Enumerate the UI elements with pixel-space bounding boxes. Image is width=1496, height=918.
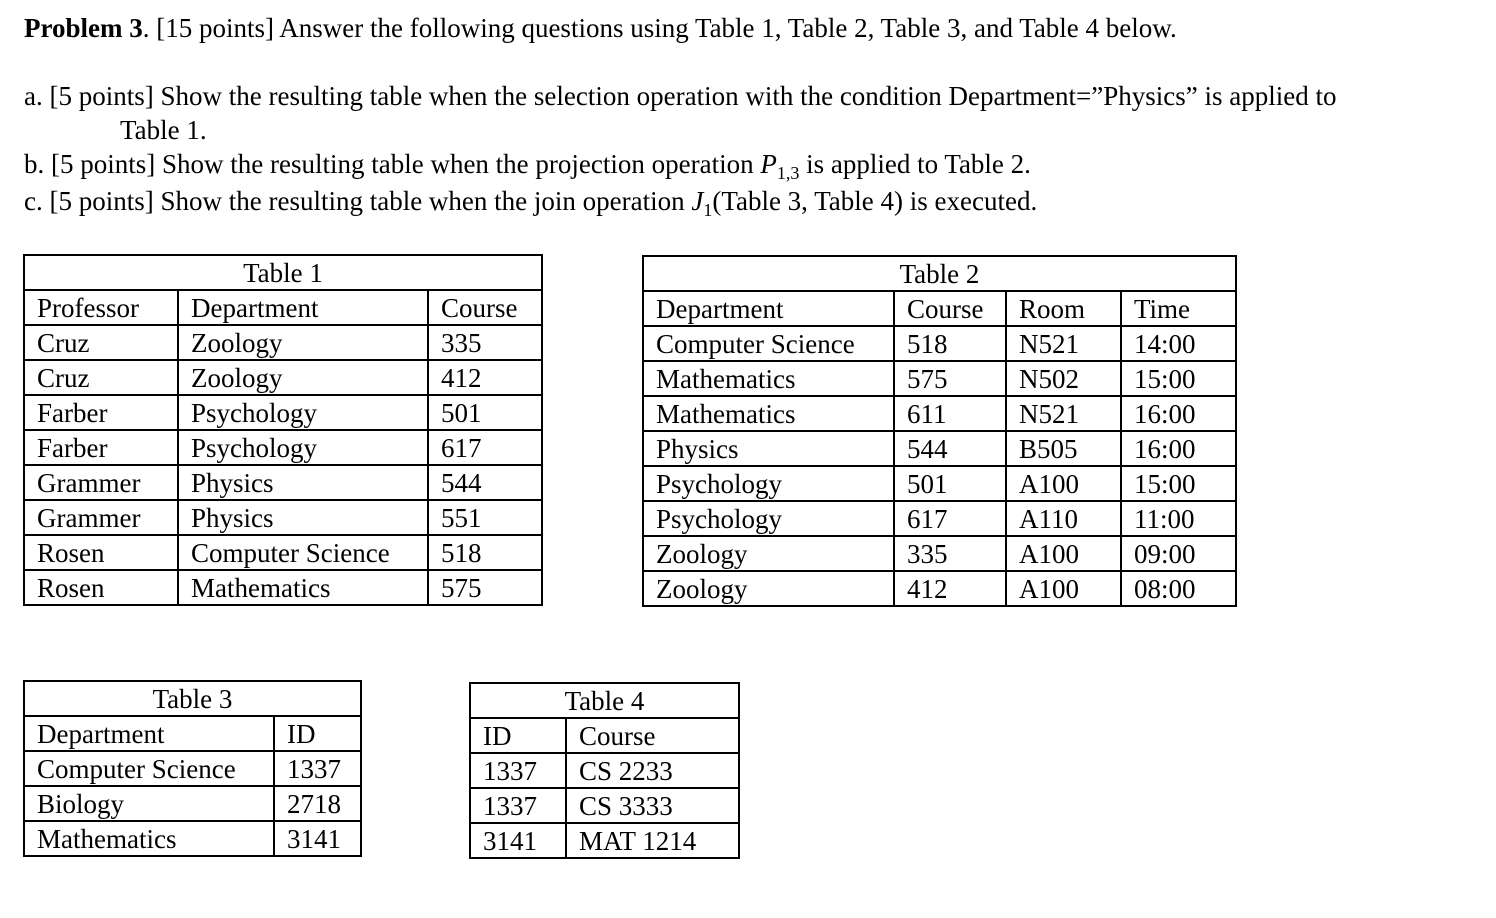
table-cell: MAT 1214 [566, 823, 739, 858]
table-cell: N502 [1006, 361, 1121, 396]
table-row [470, 753, 739, 788]
table-row [643, 466, 1236, 501]
table-cell: 412 [894, 571, 1006, 606]
column-header: Time [1121, 291, 1236, 326]
table-cell: 3141 [470, 823, 566, 858]
table-row [24, 751, 361, 786]
table-cell: 412 [428, 360, 542, 395]
table-cell: Computer Science [24, 751, 274, 786]
table-header-row [24, 290, 542, 325]
table-cell: 501 [428, 395, 542, 430]
table-cell: A100 [1006, 466, 1121, 501]
table-cell: Farber [24, 395, 178, 430]
table-cell: Mathematics [178, 570, 428, 605]
table-cell: 617 [894, 501, 1006, 536]
table-cell: 1337 [470, 788, 566, 823]
table-cell: Cruz [24, 360, 178, 395]
projection-subscript: 1,3 [776, 163, 800, 183]
table-cell: 16:00 [1121, 431, 1236, 466]
column-header: Room [1006, 291, 1121, 326]
table-cell: Mathematics [643, 361, 894, 396]
column-header: Professor [24, 290, 178, 325]
table-caption: Table 4 [470, 683, 739, 718]
table-row [24, 395, 542, 430]
join-subscript: 1 [703, 200, 713, 220]
table-cell: 3141 [274, 821, 361, 856]
table-cell: Biology [24, 786, 274, 821]
table-cell: Rosen [24, 570, 178, 605]
table-row [24, 786, 361, 821]
table-3 [23, 680, 362, 857]
question-b-prefix: b. [5 points] Show the resulting table when the projection operation [24, 149, 761, 179]
table-row [24, 821, 361, 856]
table-row [470, 788, 739, 823]
table-cell: 335 [894, 536, 1006, 571]
question-a-line2: Table 1. [120, 115, 207, 145]
table-cell: A110 [1006, 501, 1121, 536]
question-b [24, 148, 1031, 183]
question-b-suffix: is applied to Table 2. [799, 149, 1031, 179]
table-cell: Psychology [178, 395, 428, 430]
table-row [643, 571, 1236, 606]
question-c-suffix: (Table 3, Table 4) is executed. [712, 186, 1038, 216]
table-row [24, 570, 542, 605]
table-cell: 335 [428, 325, 542, 360]
table-cell: Cruz [24, 325, 178, 360]
table-cell: 518 [894, 326, 1006, 361]
table-cell: Computer Science [643, 326, 894, 361]
table-cell: 2718 [274, 786, 361, 821]
table-cell: 501 [894, 466, 1006, 501]
table-cell: Physics [643, 431, 894, 466]
table-cell: Grammer [24, 500, 178, 535]
column-header: Department [643, 291, 894, 326]
table-cell: A100 [1006, 571, 1121, 606]
table-cell: 617 [428, 430, 542, 465]
table-cell: 08:00 [1121, 571, 1236, 606]
column-header: Course [428, 290, 542, 325]
table-cell: Psychology [643, 501, 894, 536]
table-row [643, 361, 1236, 396]
projection-operator: P [760, 149, 777, 179]
table-cell: Mathematics [643, 396, 894, 431]
table-cell: 518 [428, 535, 542, 570]
column-header: Department [24, 716, 274, 751]
table-cell: 551 [428, 500, 542, 535]
table-1 [23, 254, 543, 606]
table-cell: Farber [24, 430, 178, 465]
table-cell: A100 [1006, 536, 1121, 571]
table-row [24, 500, 542, 535]
table-row [643, 326, 1236, 361]
column-header: ID [470, 718, 566, 753]
table-row [24, 325, 542, 360]
table-cell: B505 [1006, 431, 1121, 466]
table-cell: Zoology [643, 571, 894, 606]
table-header-row [24, 716, 361, 751]
table-cell: N521 [1006, 396, 1121, 431]
table-cell: Zoology [178, 325, 428, 360]
table-2 [642, 255, 1237, 607]
table-cell: Rosen [24, 535, 178, 570]
table-row [643, 501, 1236, 536]
table-cell: Grammer [24, 465, 178, 500]
table-header-row [643, 291, 1236, 326]
column-header: Department [178, 290, 428, 325]
table-cell: Zoology [643, 536, 894, 571]
table-cell: 11:00 [1121, 501, 1236, 536]
table-cell: 15:00 [1121, 466, 1236, 501]
table-4 [469, 682, 740, 859]
table-cell: Computer Science [178, 535, 428, 570]
table-cell: 15:00 [1121, 361, 1236, 396]
table-cell: 575 [894, 361, 1006, 396]
table-cell: CS 2233 [566, 753, 739, 788]
table-cell: Physics [178, 465, 428, 500]
table-caption: Table 1 [24, 255, 542, 290]
table-row [24, 360, 542, 395]
question-c-prefix: c. [5 points] Show the resulting table when the join operation [24, 186, 692, 216]
table-cell: 09:00 [1121, 536, 1236, 571]
table-cell: Psychology [178, 430, 428, 465]
column-header: Course [566, 718, 739, 753]
table-cell: 1337 [470, 753, 566, 788]
table-cell: Mathematics [24, 821, 274, 856]
table-row [470, 823, 739, 858]
question-a-line1: a. [5 points] Show the resulting table when the selection operation with the condition Department=”Physics” is applied to [24, 81, 1337, 111]
table-row [24, 430, 542, 465]
table-caption: Table 3 [24, 681, 361, 716]
table-header-row [470, 718, 739, 753]
table-cell: 16:00 [1121, 396, 1236, 431]
table-cell: CS 3333 [566, 788, 739, 823]
table-cell: 1337 [274, 751, 361, 786]
table-cell: 14:00 [1121, 326, 1236, 361]
table-row [643, 536, 1236, 571]
column-header: ID [274, 716, 361, 751]
question-c [24, 185, 1038, 220]
table-row [643, 431, 1236, 466]
problem-label: Problem 3 [24, 13, 143, 43]
table-cell: 575 [428, 570, 542, 605]
table-row [24, 535, 542, 570]
table-caption: Table 2 [643, 256, 1236, 291]
table-row [643, 396, 1236, 431]
table-row [24, 465, 542, 500]
column-header: Course [894, 291, 1006, 326]
table-cell: Physics [178, 500, 428, 535]
table-cell: 611 [894, 396, 1006, 431]
problem-intro: . [15 points] Answer the following questions using Table 1, Table 2, Table 3, and Table 4 below. [142, 13, 1177, 43]
table-cell: N521 [1006, 326, 1121, 361]
join-operator: J [691, 186, 704, 216]
problem-title [24, 12, 1177, 44]
table-cell: 544 [894, 431, 1006, 466]
table-cell: Psychology [643, 466, 894, 501]
table-cell: Zoology [178, 360, 428, 395]
table-cell: 544 [428, 465, 542, 500]
